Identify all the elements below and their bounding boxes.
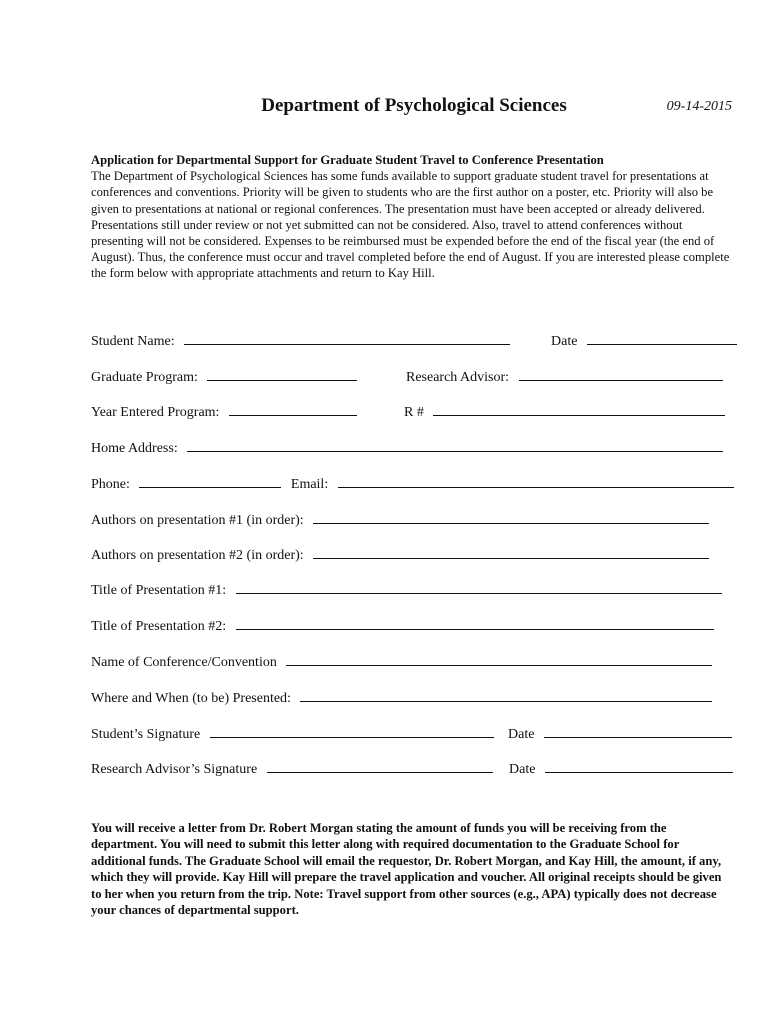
date-label-advisor: Date bbox=[509, 762, 536, 777]
title-2-row bbox=[91, 616, 714, 636]
date-row-top bbox=[551, 331, 737, 351]
date-label-student: Date bbox=[508, 727, 535, 742]
student-name-label: Student Name: bbox=[91, 334, 175, 349]
date-field-advisor[interactable] bbox=[545, 759, 733, 773]
authors-1-label: Authors on presentation #1 (in order): bbox=[91, 513, 304, 528]
home-address-row bbox=[91, 438, 723, 458]
student-signature-label: Student’s Signature bbox=[91, 727, 201, 742]
conference-row bbox=[91, 652, 712, 672]
advisor-signature-label: Research Advisor’s Signature bbox=[91, 762, 258, 777]
home-address-field[interactable] bbox=[187, 438, 723, 452]
authors-1-field[interactable] bbox=[313, 510, 709, 524]
title-2-field[interactable] bbox=[236, 616, 714, 630]
student-signature-row bbox=[91, 724, 494, 744]
date-field-student[interactable] bbox=[544, 724, 732, 738]
title-1-row bbox=[91, 580, 722, 600]
email-label: Email: bbox=[290, 477, 329, 492]
r-number-field[interactable] bbox=[433, 402, 725, 416]
research-advisor-row bbox=[406, 367, 723, 387]
research-advisor-label: Research Advisor: bbox=[406, 370, 510, 385]
date-row-student bbox=[508, 724, 732, 744]
title-2-label: Title of Presentation #2: bbox=[91, 619, 227, 634]
intro-paragraph: The Department of Psychological Sciences has some funds available to support graduate student travel for presentations at conferences and conventions. Priority will be given to students who are the first author on a poster, etc. Priority will also be given to presentations at national or regional conferences. The presentation must have been accepted or already delivered. Presentations still under review or not yet submitted can not be considered. Also, travel to attend conferences without presenting will not be considered. Expenses to be reimbursed must be expended before the end of the fiscal year (the end of August). Thus, the conference must occur and travel completed before the end of August. If you are interested please complete the form below with appropriate attachments and return to Kay Hill. bbox=[91, 169, 730, 281]
date-field-top[interactable] bbox=[587, 331, 737, 345]
student-name-row bbox=[91, 331, 510, 351]
advisor-signature-row bbox=[91, 759, 493, 779]
graduate-program-row bbox=[91, 367, 357, 387]
graduate-program-label: Graduate Program: bbox=[91, 370, 198, 385]
date-label-top: Date bbox=[551, 334, 578, 349]
closing-note: You will receive a letter from Dr. Robert Morgan stating the amount of funds you will be receiving from the department. You will need to submit this letter along with required documentation to the Graduate School for additional funds. The Graduate School will email the requestor, Dr. Robert Morgan, and Kay Hill, the amount, if any, which they will provide. Kay Hill will prepare the travel application and voucher. All original receipts should be given to her when you return from the trip. Note: Travel support from other sources (e.g., APA) typically does not decrease your chances of departmental support. bbox=[91, 821, 722, 918]
r-number-row bbox=[404, 402, 725, 422]
intro-section bbox=[91, 152, 733, 282]
authors-2-field[interactable] bbox=[313, 545, 709, 559]
date-row-advisor bbox=[509, 759, 733, 779]
conference-field[interactable] bbox=[286, 652, 712, 666]
application-heading: Application for Departmental Support for Graduate Student Travel to Conference Presentation bbox=[91, 153, 604, 167]
where-when-label: Where and When (to be) Presented: bbox=[91, 691, 291, 706]
student-name-field[interactable] bbox=[184, 331, 510, 345]
research-advisor-field[interactable] bbox=[519, 367, 723, 381]
department-title: Department of Psychological Sciences bbox=[261, 95, 567, 116]
authors-1-row bbox=[91, 510, 709, 530]
email-field[interactable] bbox=[338, 474, 734, 488]
advisor-signature-field[interactable] bbox=[267, 759, 493, 773]
document-date: 09-14-2015 bbox=[666, 99, 732, 114]
year-entered-row bbox=[91, 402, 357, 422]
phone-label: Phone: bbox=[91, 477, 130, 492]
where-when-field[interactable] bbox=[300, 688, 712, 702]
title-1-field[interactable] bbox=[236, 580, 722, 594]
year-entered-label: Year Entered Program: bbox=[91, 405, 220, 420]
where-when-row bbox=[91, 688, 712, 708]
student-signature-field[interactable] bbox=[210, 724, 494, 738]
phone-field[interactable] bbox=[139, 474, 281, 488]
graduate-program-field[interactable] bbox=[207, 367, 357, 381]
phone-email-row bbox=[91, 474, 734, 494]
home-address-label: Home Address: bbox=[91, 441, 178, 456]
title-1-label: Title of Presentation #1: bbox=[91, 583, 227, 598]
authors-2-label: Authors on presentation #2 (in order): bbox=[91, 548, 304, 563]
conference-label: Name of Conference/Convention bbox=[91, 655, 277, 670]
year-entered-field[interactable] bbox=[229, 402, 357, 416]
r-number-label: R # bbox=[404, 405, 424, 420]
authors-2-row bbox=[91, 545, 709, 565]
